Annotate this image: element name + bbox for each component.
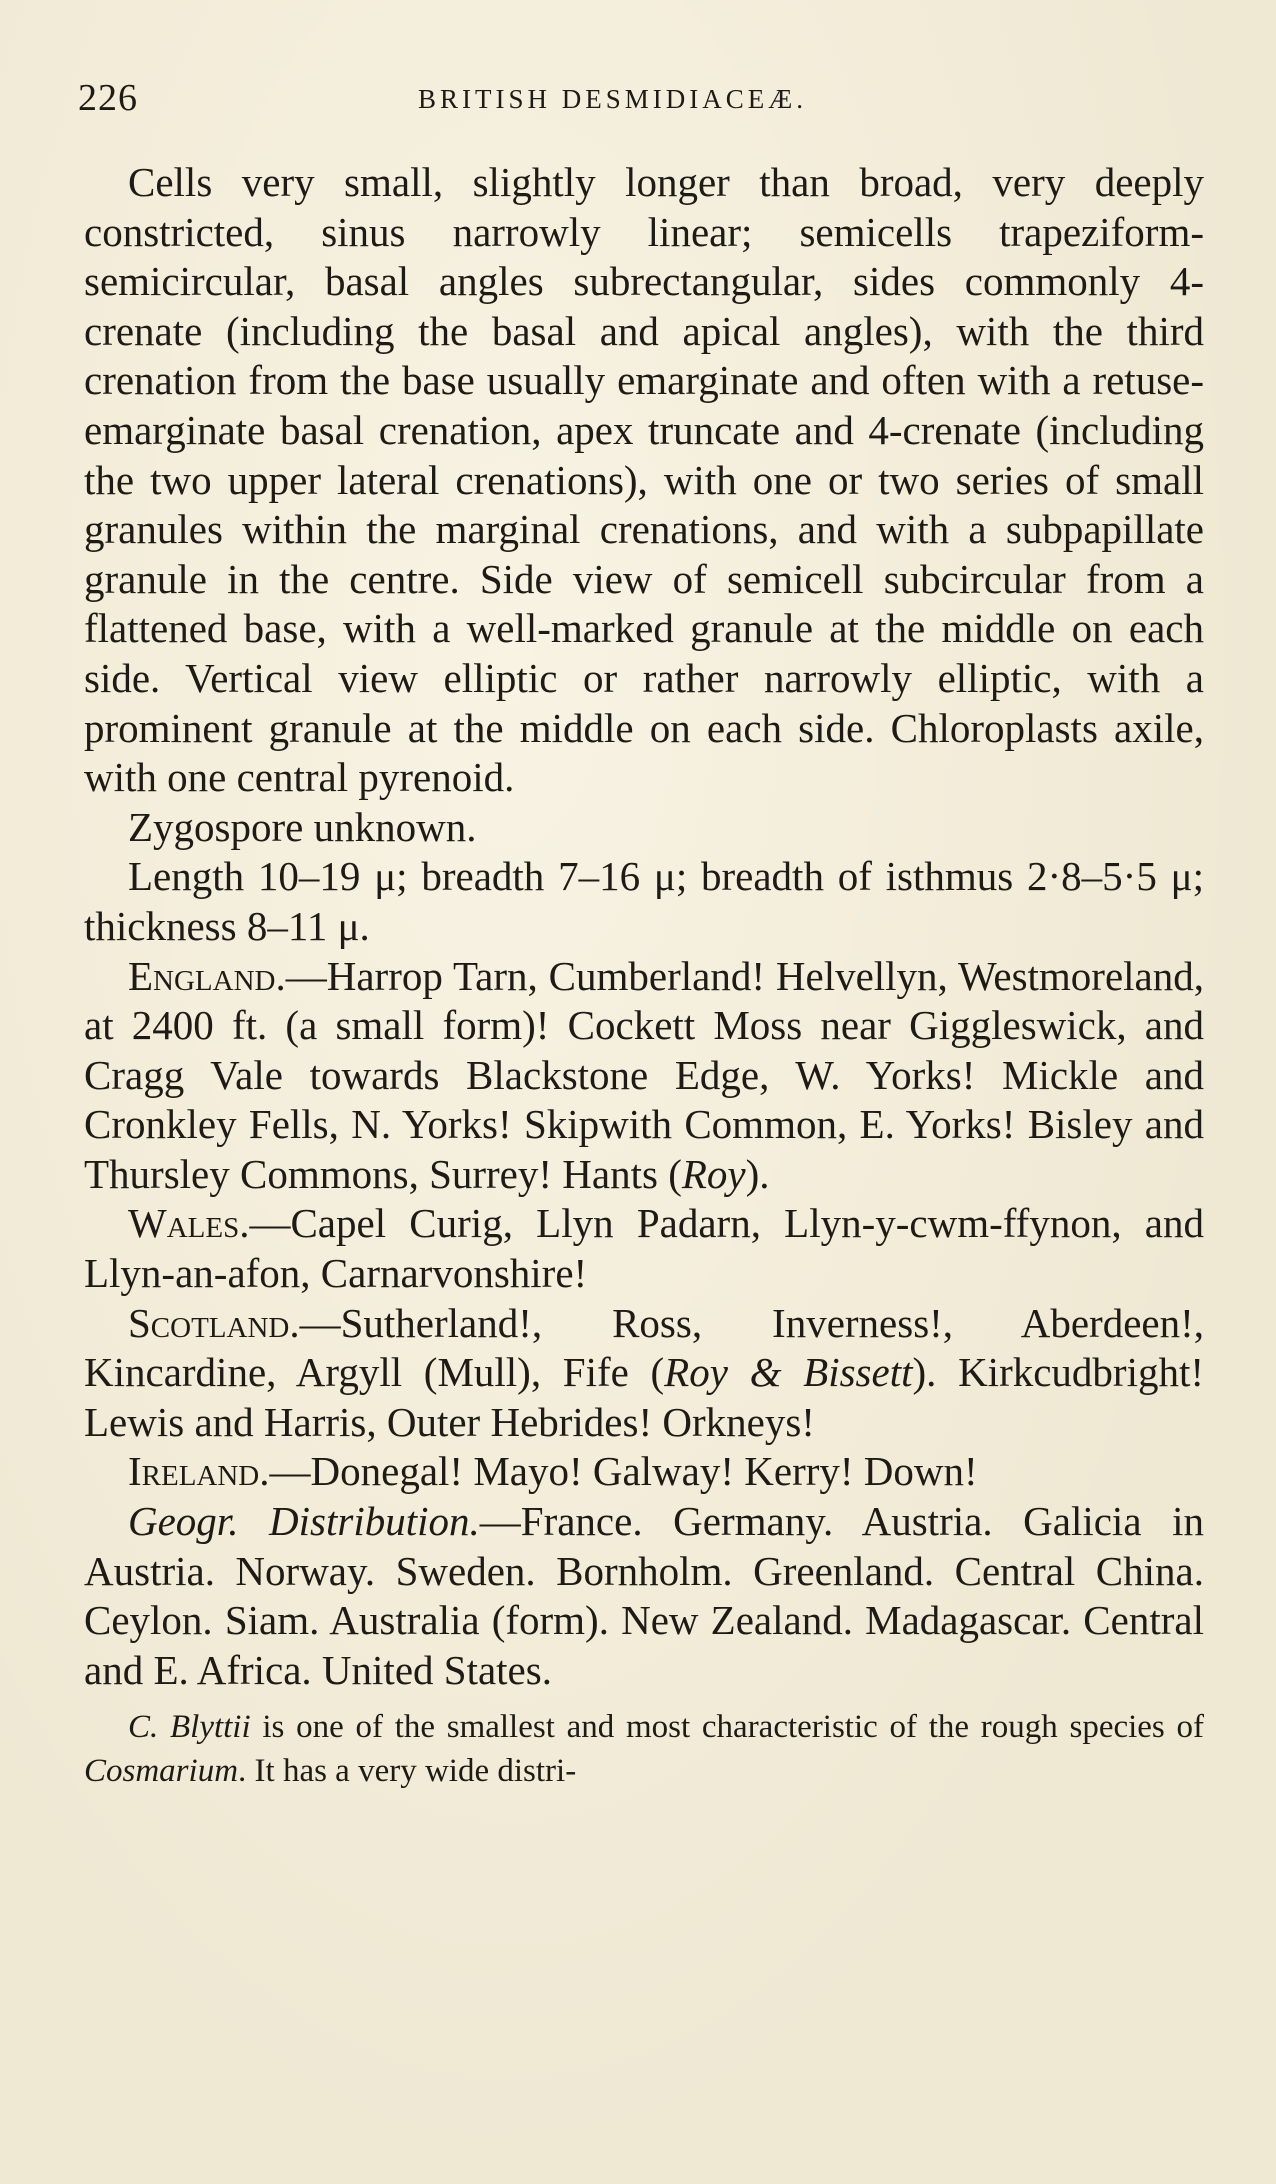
zygospore-note: Zygospore unknown.	[128, 803, 477, 850]
region-label-scotland: Scotland.	[128, 1299, 300, 1346]
authority-england: Roy	[681, 1150, 746, 1197]
page-number: 226	[78, 77, 138, 119]
note-genus: Cosmarium	[84, 1753, 239, 1790]
note-species: C. Blyttii	[128, 1709, 251, 1746]
page-body	[84, 158, 1204, 1793]
region-text-wales: —Capel Curig, Llyn Padarn, Llyn-y-cwm-ffynon, and Llyn-an-afon, Carnarvonshire!	[84, 1200, 1204, 1297]
measurements: Length 10–19 μ; breadth 7–16 μ; breadth of isthmus 2·8–5·5 μ; thickness 8–11 μ.	[84, 853, 1204, 949]
distribution-scotland	[84, 1299, 1204, 1448]
geographic-distribution-text: —France. Germany. Austria. Galicia in Austria. Norway. Sweden. Bornholm. Greenland. Central China. Ceylon. Siam. Australia (form). New Zealand. Madagascar. Central and E. Africa. United States.	[84, 1498, 1204, 1693]
region-text-england: —Harrop Tarn, Cumberland! Helvellyn, Westmoreland, at 2400 ft. (a small form)! Cockett Moss near Giggleswick, and Cragg Vale towards Blackstone Edge, W. Yorks! Mickle and Cronkley Fells, N. Yorks! Skipwith Common, E. Yorks! Bisley and Thursley Commons, Surrey! Hants (	[84, 952, 1204, 1197]
geographic-distribution-label: Geogr. Distribution.	[128, 1498, 480, 1545]
distribution-wales	[84, 1199, 1204, 1298]
authority-scotland: Roy & Bissett	[664, 1349, 913, 1396]
distribution-england	[84, 952, 1204, 1200]
region-label-wales: Wales.	[128, 1200, 250, 1247]
region-text-scotland: —Sutherland!, Ross, Inverness!, Aberdeen!, Kincardine, Argyll (Mull), Fife (	[84, 1299, 1204, 1396]
running-head	[78, 70, 1238, 120]
note-text-a: is one of the smallest and most characteristic of the rough species of	[250, 1709, 1204, 1746]
region-end-scotland: ). Kirkcudbright! Lewis and Harris, Outer Hebrides! Orkneys!	[84, 1349, 1205, 1445]
geographic-distribution	[84, 1497, 1204, 1695]
region-label-england: England.	[128, 952, 286, 999]
region-text-ireland: —Donegal! Mayo! Galway! Kerry! Down!	[269, 1448, 978, 1495]
region-end-england: ).	[745, 1150, 770, 1197]
distribution-ireland	[84, 1447, 1204, 1497]
running-title: BRITISH DESMIDIACEÆ.	[418, 84, 808, 114]
note-text-b: . It has a very wide distri-	[238, 1753, 577, 1790]
commentary-note	[84, 1705, 1204, 1793]
region-label-ireland: Ireland.	[128, 1448, 270, 1495]
species-description: Cells very small, slightly longer than broad, very deeply constricted, sinus narrowly linear; semicells trapeziform-semicircular, basal angles subrectangular, sides commonly 4-crenate (including the basal and apical angles), with the third crenation from the base usually emarginate and often with a retuse-emarginate basal crenation, apex truncate and 4-crenate (including the two upper lateral crenations), with one or two series of small granules within the marginal crenations, and with a subpapillate granule in the centre. Side view of semicell subcircular from a flattened base, with a well-marked granule at the middle on each side. Vertical view elliptic or rather narrowly elliptic, with a prominent granule at the middle on each side. Chloroplasts axile, with one central pyrenoid.	[84, 159, 1204, 801]
